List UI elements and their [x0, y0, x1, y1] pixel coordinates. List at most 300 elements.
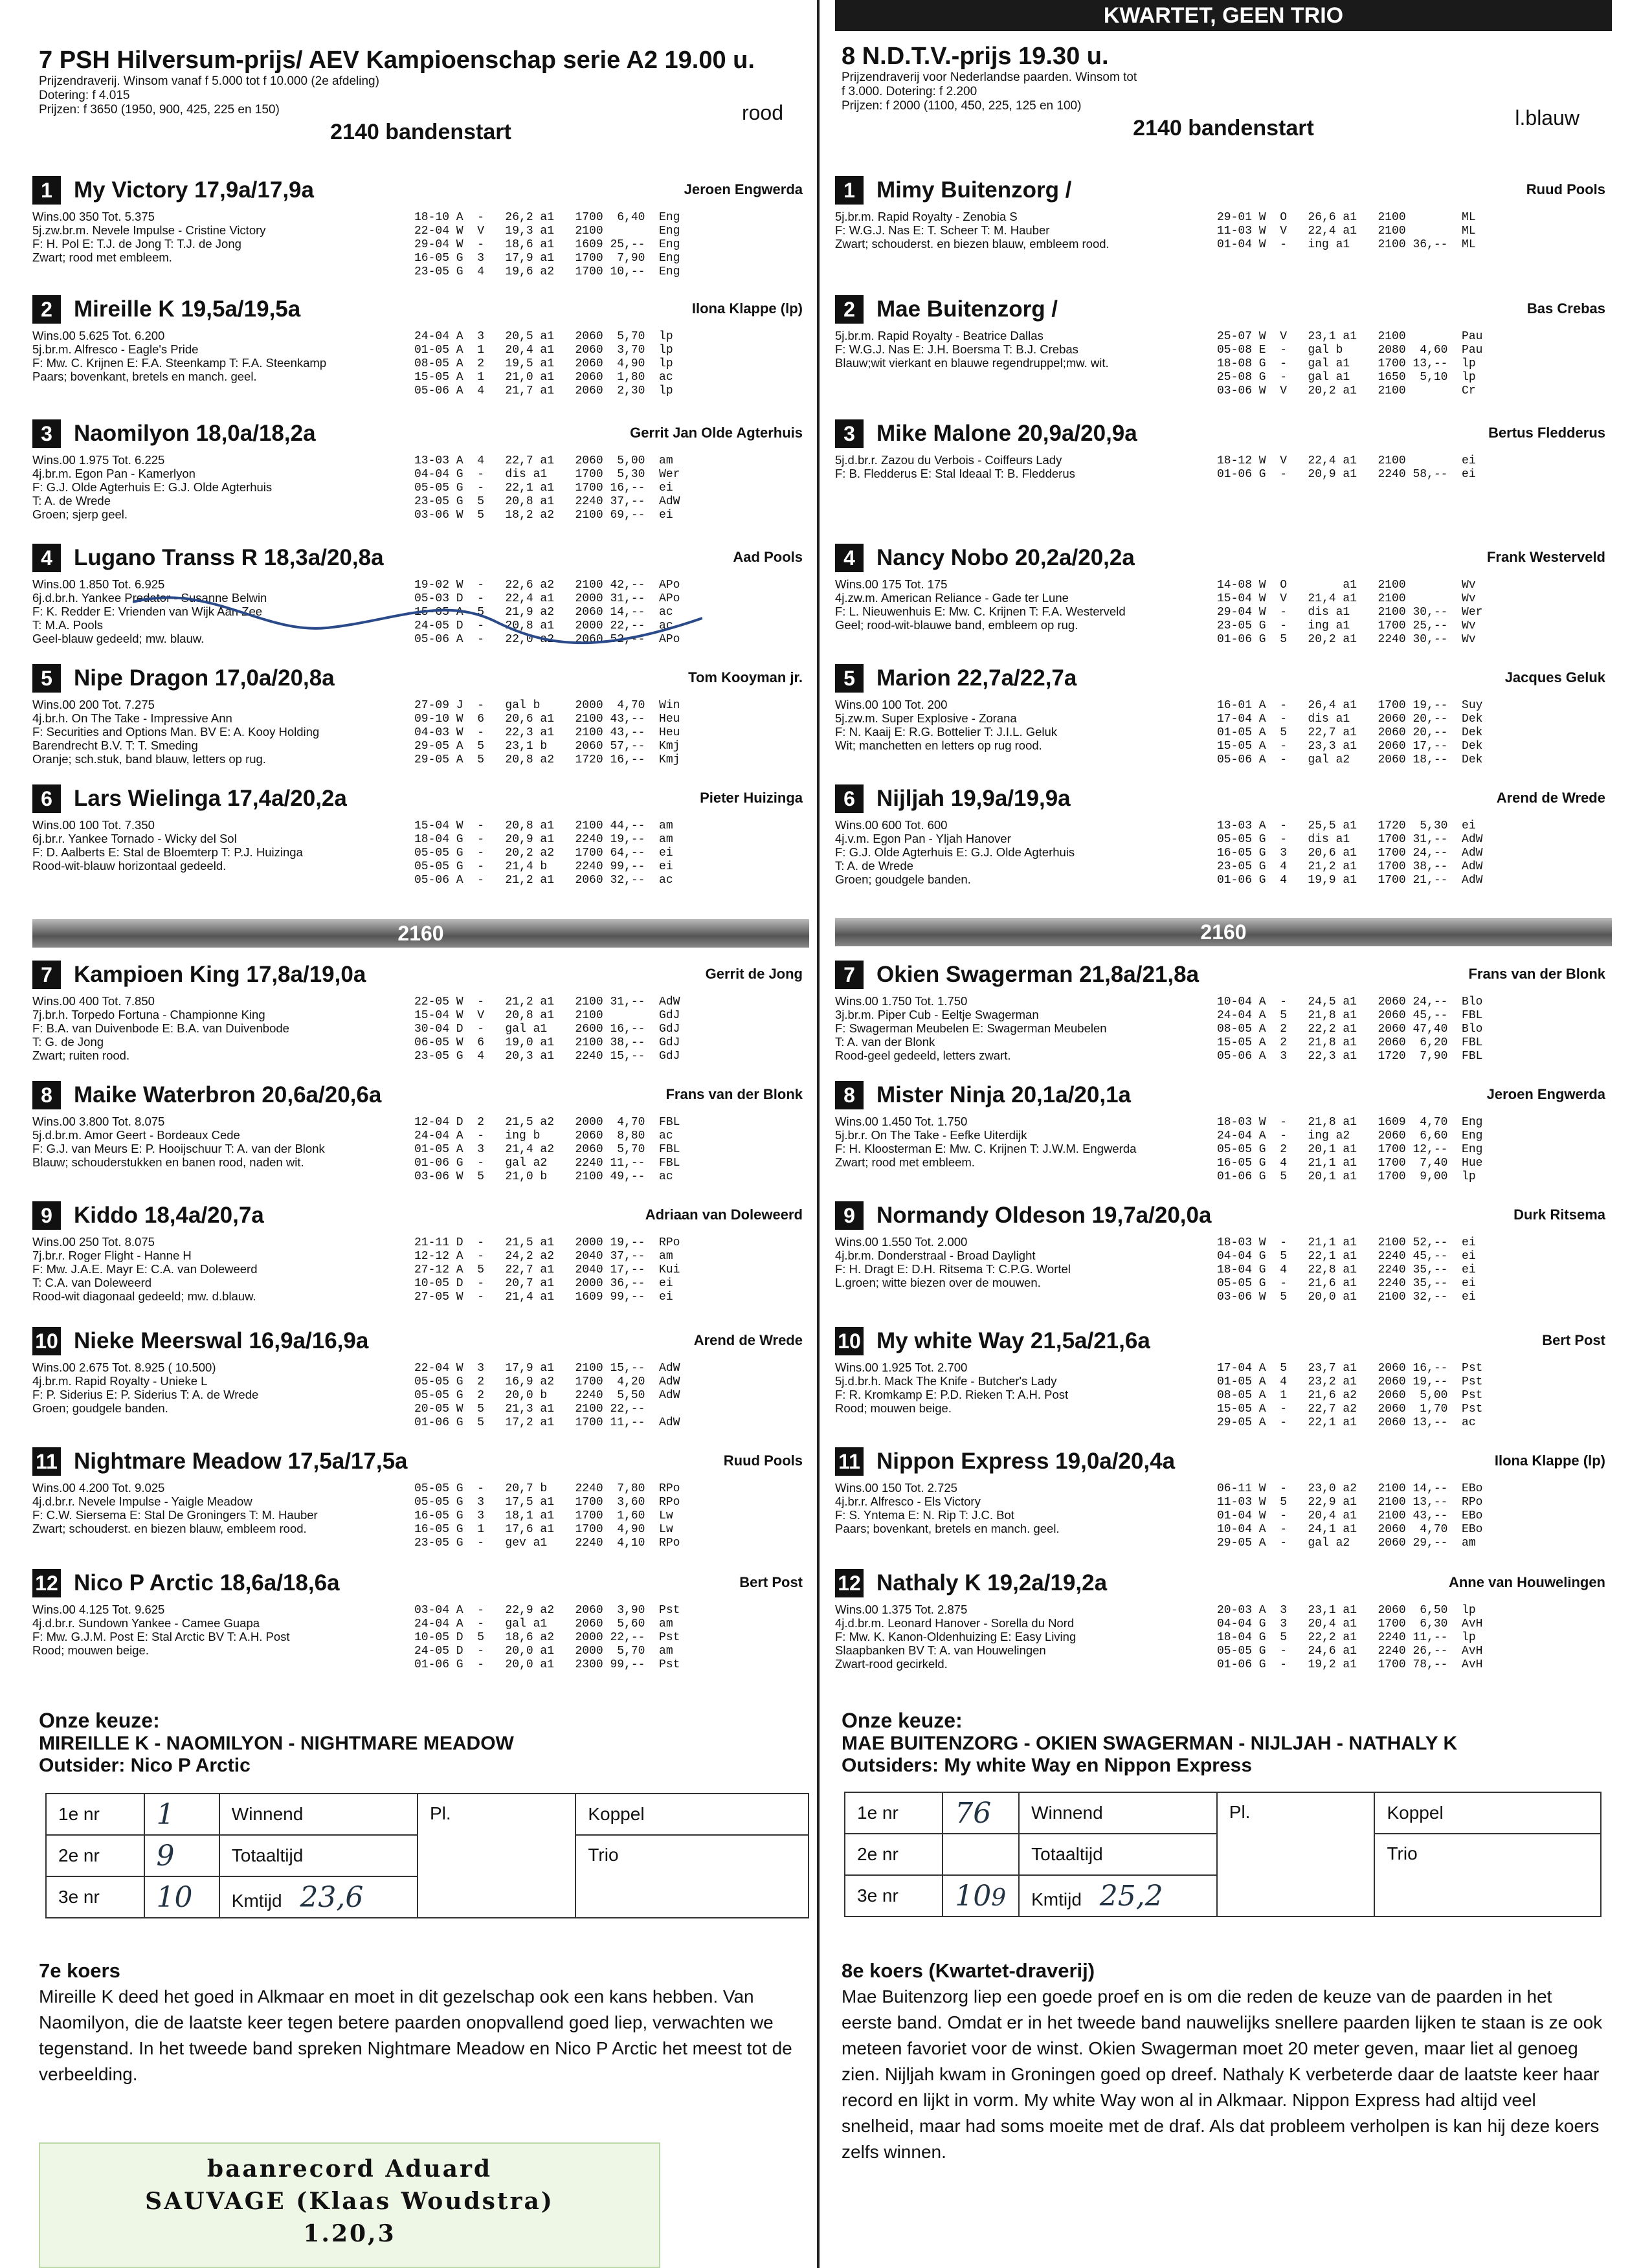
result-line: 29-04 W - dis a1 2100 30,-- Wer [1217, 606, 1483, 619]
info-line: Blauw; schouderstukken en banen rood, naden wit. [32, 1155, 304, 1169]
info-line: F: Mw. K. Kanon-Oldenhuizing E: Easy Living [835, 1630, 1077, 1643]
our-pick [842, 1709, 1457, 1777]
recent-results [1217, 1604, 1605, 1672]
horse-name: My white Way 21,5a/21,6a [876, 1328, 1150, 1353]
info-line: F: B.A. van Duivenbode E: B.A. van Duivenbode [32, 1021, 289, 1035]
result-line: 05-05 G - 21,6 a1 2240 35,-- ei [1217, 1277, 1476, 1290]
record-title: baanrecord Aduard [206, 2155, 493, 2183]
result-line: 18-03 W - 21,1 a1 2100 52,-- ei [1217, 1236, 1476, 1249]
race-distance: 2140 bandenstart [1133, 116, 1314, 140]
result-line: 10-04 A - 24,5 a1 2060 24,-- Blo [1217, 995, 1483, 1008]
kwartet-banner: KWARTET, GEEN TRIO [835, 0, 1612, 31]
result-line: 05-06 A - gal a2 2060 18,-- Dek [1217, 753, 1483, 766]
info-line: 4j.br.m. Rapid Royalty - Unieke L [32, 1374, 208, 1388]
horse-info [835, 994, 1223, 1062]
horse-entry [32, 295, 809, 412]
handwritten-kmtijd: 23,6 [300, 1880, 364, 1914]
handwritten-3: 10 [955, 1879, 992, 1913]
info-line: Zwart; rood met embleem. [835, 1155, 975, 1169]
result-line: 05-05 G - 20,2 a2 1700 64,-- ei [414, 847, 673, 860]
info-line: Wins.00 200 Tot. 7.275 [32, 698, 155, 711]
winnend-label: Winnend [219, 1794, 418, 1835]
result-line: 22-05 W - 21,2 a1 2100 31,-- AdW [414, 995, 680, 1008]
recent-results [1217, 1236, 1605, 1304]
horse-info [835, 818, 1223, 886]
result-line: 01-04 W - 20,4 a1 2100 43,-- EBo [1217, 1509, 1483, 1522]
totaaltijd-label: Totaaltijd [219, 1835, 418, 1876]
driver-name: Jeroen Engwerda [1486, 1086, 1605, 1102]
result-line: 16-05 G 3 18,1 a1 1700 1,60 Lw [414, 1509, 673, 1522]
horse-name: Lugano Transs R 18,3a/20,8a [74, 545, 384, 570]
horse-info [32, 329, 421, 383]
start-number: 10 [32, 1327, 61, 1355]
result-line: 05-05 G 2 20,1 a1 1700 12,-- Eng [1217, 1143, 1483, 1156]
info-line: 4j.v.m. Egon Pan - Yljah Hanover [835, 832, 1011, 845]
info-line: 5j.br.r. On The Take - Eefke Uiterdijk [835, 1128, 1027, 1142]
result-line: 18-04 G - 20,9 a1 2240 19,-- am [414, 833, 673, 846]
recent-results [414, 699, 803, 767]
result-line: 29-01 W O 26,6 a1 2100 ML [1217, 211, 1476, 224]
result-line: 04-04 G - dis a1 1700 5,30 Wer [414, 468, 680, 481]
start-number: 3 [32, 419, 61, 448]
horse-info [835, 1603, 1223, 1671]
horse-name: Nieke Meerswal 16,9a/16,9a [74, 1328, 369, 1353]
answer-field-3[interactable] [943, 1875, 1019, 1917]
driver-name: Jeroen Engwerda [684, 181, 803, 197]
start-number: 10 [835, 1327, 864, 1355]
result-line: 05-06 A - 22,0 a2 2060 52,-- APo [414, 633, 680, 646]
info-line: Wins.00 600 Tot. 600 [835, 818, 948, 832]
race-comment [39, 1958, 803, 2087]
info-line: Wit; manchetten en letters op rug rood. [835, 739, 1042, 752]
recent-results [1217, 995, 1605, 1063]
handwritten-1: 7 [955, 1796, 974, 1830]
result-line: 17-04 A 5 23,7 a1 2060 16,-- Pst [1217, 1362, 1483, 1375]
result-line: 29-04 W - 18,6 a1 1609 25,-- Eng [414, 238, 680, 251]
info-line: L.groen; witte biezen over de mouwen. [835, 1276, 1041, 1289]
race-comment [842, 1958, 1605, 2165]
info-line: Rood; mouwen beige. [835, 1401, 952, 1415]
recent-results [1217, 699, 1605, 767]
race-8-header [842, 43, 1605, 141]
result-line: 27-09 J - gal b 2000 4,70 Win [414, 699, 680, 712]
driver-name: Frans van der Blonk [1468, 966, 1605, 982]
info-line: Wins.00 400 Tot. 7.850 [32, 994, 155, 1008]
info-line: Wins.00 350 Tot. 5.375 [32, 210, 155, 223]
recent-results [414, 330, 803, 398]
result-line: 29-05 A 5 20,8 a2 1720 16,-- Kmj [414, 753, 680, 766]
result-line: 20-05 W 5 21,3 a1 2100 22,-- [414, 1403, 645, 1416]
result-line: 18-10 A - 26,2 a1 1700 6,40 Eng [414, 211, 680, 224]
row-3-label: 3e nr [845, 1875, 943, 1917]
race-title: 7 PSH Hilversum-prijs/ AEV Kampioenschap serie A2 19.00 u. [39, 47, 755, 74]
result-line: 29-05 A - gal a2 2060 29,-- am [1217, 1537, 1476, 1550]
result-line: 10-05 D - 20,7 a1 2000 36,-- ei [414, 1277, 673, 1290]
result-line: 01-06 G - 19,2 a1 1700 78,-- AvH [1217, 1658, 1483, 1671]
race-color: rood [741, 101, 783, 124]
result-line: 24-04 A 3 20,5 a1 2060 5,70 lp [414, 330, 673, 343]
info-line: Geel; rood-wit-blauwe band, embleem op rug. [835, 618, 1078, 632]
result-line: 01-05 A 4 23,2 a1 2060 19,-- Pst [1217, 1375, 1483, 1388]
info-line: Oranje; sch.stuk, band blauw, letters op rug. [32, 752, 266, 766]
race-distance: 2140 bandenstart [330, 120, 511, 144]
info-line: Wins.00 1.850 Tot. 6.925 [32, 577, 165, 591]
driver-name: Ruud Pools [1526, 181, 1605, 197]
place-label: Pl. [1217, 1792, 1375, 1917]
result-line: 15-05 A - 23,3 a1 2060 17,-- Dek [1217, 740, 1483, 753]
our-pick [39, 1709, 514, 1777]
info-line: 4j.d.br.m. Leonard Hanover - Sorella du Nord [835, 1616, 1075, 1630]
result-line: 16-05 G 1 17,6 a1 1700 4,90 Lw [414, 1523, 673, 1536]
info-line: F: Mw. G.J.M. Post E: Stal Arctic BV T: A.H. Post [32, 1630, 290, 1643]
result-line: 23-05 G 4 19,6 a2 1700 10,-- Eng [414, 265, 680, 278]
driver-name: Ruud Pools [723, 1452, 803, 1469]
horse-entry [835, 1201, 1612, 1318]
result-line: 15-05 A 2 21,8 a1 2060 6,20 FBL [1217, 1036, 1483, 1049]
horse-entry [835, 1327, 1612, 1443]
handwritten-strikethrough [133, 583, 702, 660]
info-line: Wins.00 5.625 Tot. 6.200 [32, 329, 165, 342]
result-line: 04-04 G 5 22,1 a1 2240 45,-- ei [1217, 1250, 1476, 1263]
koppel-label: Koppel [575, 1794, 809, 1835]
info-line: 5j.d.br.h. Mack The Knife - Butcher's Lady [835, 1374, 1057, 1388]
result-line: 23-05 G 4 21,2 a1 1700 38,-- AdW [1217, 860, 1483, 873]
info-line: T: C.A. van Doleweerd [32, 1276, 152, 1289]
driver-name: Arend de Wrede [693, 1332, 803, 1348]
info-line: F: G.J. van Meurs E: P. Hooijschuur T: A. van der Blonk [32, 1142, 325, 1155]
start-number: 11 [32, 1447, 61, 1476]
pick-horses: MAE BUITENZORG - OKIEN SWAGERMAN - NIJLJAH - NATHALY K [842, 1733, 1458, 1754]
result-line: 01-06 G 5 17,2 a1 1700 11,-- AdW [414, 1416, 680, 1429]
driver-name: Frans van der Blonk [665, 1086, 803, 1102]
horse-info [835, 329, 1223, 370]
info-line: 6j.d.br.h. Yankee Predator - Susanne Belwin [32, 591, 267, 605]
horse-entry [32, 1201, 809, 1318]
result-line: 05-05 G 2 16,9 a2 1700 4,20 AdW [414, 1375, 680, 1388]
horse-info [835, 453, 1223, 480]
horse-name: Nipe Dragon 17,0a/20,8a [74, 665, 335, 691]
horse-info [32, 818, 421, 873]
result-line: 05-05 G - 20,7 b 2240 7,80 RPo [414, 1482, 680, 1495]
info-line: F: G.J. Olde Agterhuis E: G.J. Olde Agterhuis [835, 845, 1075, 859]
driver-name: Bert Post [1542, 1332, 1605, 1348]
result-line: 05-06 A 3 22,3 a1 1720 7,90 FBL [1217, 1050, 1483, 1063]
result-line: 25-07 W V 23,1 a1 2100 Pau [1217, 330, 1483, 343]
result-form [844, 1792, 1602, 1917]
result-line: 01-06 G - 20,0 a1 2300 99,-- Pst [414, 1658, 680, 1671]
info-line: 5j.d.br.r. Zazou du Verbois - Coiffeurs Lady [835, 453, 1062, 467]
result-line: 15-04 W - 20,8 a1 2100 44,-- am [414, 819, 673, 832]
info-line: Wins.00 4.125 Tot. 9.625 [32, 1603, 165, 1616]
result-line: 27-12 A 5 22,7 a1 2040 17,-- Kui [414, 1263, 680, 1276]
start-number: 6 [32, 784, 61, 813]
horse-name: Mireille K 19,5a/19,5a [74, 296, 301, 322]
horse-info [32, 1481, 421, 1535]
recent-results [1217, 330, 1605, 398]
row-3-label: 3e nr [46, 1876, 144, 1918]
horse-name: Lars Wielinga 17,4a/20,2a [74, 786, 347, 811]
kmtijd-field[interactable] [219, 1876, 418, 1918]
info-line: Barendrecht B.V. T: T. Smeding [32, 739, 198, 752]
result-line: 16-05 G 3 20,6 a1 1700 24,-- AdW [1217, 847, 1483, 860]
info-line: F: Mw. C. Krijnen E: F.A. Steenkamp T: F.A. Steenkamp [32, 356, 327, 370]
result-line: 16-05 G 3 17,9 a1 1700 7,90 Eng [414, 252, 680, 265]
horse-info [835, 577, 1223, 632]
horse-info [32, 1361, 421, 1415]
info-line: Wins.00 1.550 Tot. 2.000 [835, 1235, 968, 1249]
driver-name: Bas Crebas [1526, 300, 1605, 317]
horse-entry [835, 419, 1612, 536]
race-7-header [39, 47, 803, 145]
info-line: 7j.br.r. Roger Flight - Hanne H [32, 1249, 192, 1262]
result-line: 12-04 D 2 21,5 a2 2000 4,70 FBL [414, 1116, 680, 1129]
comment-text: Mae Buitenzorg liep een goede proef en is om die reden de keuze van de paarden in het eerste band. Omdat er in het tweede band nauwelijks snellere paarden lijken te staan is ze ook meteen favoriet voor de winst. Okien Swagerman moet 20 meter geven, maar liet al genoeg zien. Nijljah kwam in Groningen goed op dreef. Nathaly K verbeterde daar de laatste keer haar record en lijkt in vorm. My white Way won al in Alkmaar. Nippon Express had altijd veel snelheid, maar had soms moeite met de draf. Als dat probleem verholpen is kan hij deze koers zelfs winnen. [842, 1986, 1603, 2162]
result-line: 10-04 A - 24,1 a1 2060 4,70 EBo [1217, 1523, 1483, 1536]
start-number: 12 [32, 1569, 61, 1597]
result-line: 17-04 A - dis a1 2060 20,-- Dek [1217, 713, 1483, 726]
start-number: 8 [835, 1081, 864, 1109]
info-line: F: K. Redder E: Vrienden van Wijk Aan Zee [32, 605, 263, 618]
start-number: 1 [835, 176, 864, 205]
horse-info [32, 1603, 421, 1657]
result-line: 24-05 D - 20,0 a1 2000 5,70 am [414, 1645, 673, 1658]
info-line: 4j.d.br.r. Sundown Yankee - Camee Guapa [32, 1616, 260, 1630]
result-line: 01-05 A 1 20,4 a1 2060 3,70 lp [414, 344, 673, 357]
place-label: Pl. [418, 1794, 575, 1918]
result-line: 30-04 D - gal a1 2600 16,-- GdJ [414, 1023, 680, 1036]
answer-field-3[interactable] [144, 1876, 219, 1918]
info-line: Zwart; schouderst. en biezen blauw, embleem rood. [32, 1522, 307, 1535]
trio-label: Trio [575, 1835, 809, 1918]
horse-entry [835, 784, 1612, 901]
driver-name: Gerrit de Jong [705, 966, 803, 982]
answer-field-2[interactable] [144, 1835, 219, 1876]
result-line: 13-03 A - 25,5 a1 1720 5,30 ei [1217, 819, 1476, 832]
info-line: 5j.br.m. Alfresco - Eagle's Pride [32, 342, 199, 356]
recent-results [1217, 1116, 1605, 1184]
horse-name: Mimy Buitenzorg / [876, 177, 1072, 203]
info-line: Wins.00 100 Tot. 7.350 [32, 818, 155, 832]
kmtijd-field[interactable] [1019, 1875, 1217, 1917]
result-line: 01-06 G 5 20,2 a1 2240 30,-- Wv [1217, 633, 1476, 646]
horse-name: Mae Buitenzorg / [876, 296, 1058, 322]
pick-label: Onze keuze: [842, 1709, 963, 1732]
info-line: T: M.A. Pools [32, 618, 103, 632]
result-line: 01-04 W - ing a1 2100 36,-- ML [1217, 238, 1476, 251]
race-7-column [32, 0, 809, 2268]
info-line: Wins.00 175 Tot. 175 [835, 577, 948, 591]
comment-title: 8e koers (Kwartet-draverij) [842, 1959, 1095, 1982]
result-line: 01-06 G - gal a2 2240 11,-- FBL [414, 1157, 680, 1170]
info-line: F: S. Yntema E: N. Rip T: J.C. Bot [835, 1508, 1014, 1522]
info-line: F: W.G.J. Nas E: J.H. Boersma T: B.J. Crebas [835, 342, 1078, 356]
race-condition-2: f 3.000. Dotering: f 2.200 [842, 85, 977, 98]
start-number: 4 [32, 544, 61, 572]
result-line: 08-05 A 2 19,5 a1 2060 4,90 lp [414, 357, 673, 370]
result-line: 05-05 G - 24,6 a1 2240 26,-- AvH [1217, 1645, 1483, 1658]
horse-entry [32, 784, 809, 901]
start-number: 7 [32, 961, 61, 989]
race-color: l.blauw [1515, 106, 1579, 129]
section-bar: 2160 [835, 918, 1612, 946]
answer-field-1[interactable] [144, 1794, 219, 1835]
handwritten-3: 10 [156, 1880, 193, 1914]
info-line: F: B. Fledderus E: Stal Ideaal T: B. Fledderus [835, 467, 1075, 480]
horse-name: Normandy Oldeson 19,7a/20,0a [876, 1203, 1212, 1228]
result-form [45, 1793, 809, 1918]
info-line: 4j.d.br.r. Nevele Impulse - Yaigle Meadow [32, 1495, 252, 1508]
recent-results [414, 819, 803, 887]
result-line: 18-04 G 5 22,2 a1 2240 11,-- lp [1217, 1631, 1476, 1644]
info-line: 3j.br.m. Piper Cub - Eeltje Swagerman [835, 1008, 1039, 1021]
record-holder: SAUVAGE (Klaas Woudstra) [145, 2188, 554, 2215]
result-line: 15-05 A - 22,7 a2 2060 1,70 Pst [1217, 1403, 1483, 1416]
result-line: 24-05 D - 20,8 a1 2000 22,-- ac [414, 619, 673, 632]
horse-entry [32, 176, 809, 293]
result-line: 23-05 G - gev a1 2240 4,10 RPo [414, 1537, 680, 1550]
horse-entry [835, 1569, 1612, 1685]
result-line: 09-10 W 6 20,6 a1 2100 43,-- Heu [414, 713, 680, 726]
info-line: Rood; mouwen beige. [32, 1643, 149, 1657]
result-line: 05-08 E - gal b 2080 4,60 Pau [1217, 344, 1483, 357]
start-number: 2 [32, 295, 61, 324]
result-line: 20-03 A 3 23,1 a1 2060 6,50 lp [1217, 1604, 1476, 1617]
info-line: 4j.br.m. Donderstraal - Broad Daylight [835, 1249, 1036, 1262]
pick-label: Onze keuze: [39, 1709, 160, 1732]
result-line: 23-05 G 4 20,3 a1 2240 15,-- GdJ [414, 1050, 680, 1063]
horse-name: Kiddo 18,4a/20,7a [74, 1203, 264, 1228]
start-number: 2 [835, 295, 864, 324]
info-line: Geel-blauw gedeeld; mw. blauw. [32, 632, 205, 645]
recent-results [414, 1482, 803, 1550]
result-line: 15-04 W V 21,4 a1 2100 Wv [1217, 592, 1476, 605]
info-line: Zwart; rood met embleem. [32, 250, 172, 264]
result-line: 06-05 W 6 19,0 a1 2100 38,-- GdJ [414, 1036, 680, 1049]
info-line: Slaapbanken BV T: A. van Houwelingen [835, 1643, 1046, 1657]
horse-entry [32, 1327, 809, 1443]
result-line: 05-06 A - 21,2 a1 2060 32,-- ac [414, 874, 673, 887]
info-line: Wins.00 250 Tot. 8.075 [32, 1235, 155, 1249]
info-line: F: P. Siderius E: P. Siderius T: A. de Wrede [32, 1388, 259, 1401]
result-line: 04-04 G 3 20,4 a1 1700 6,30 AvH [1217, 1618, 1483, 1630]
info-line: Wins.00 1.925 Tot. 2.700 [835, 1361, 968, 1374]
horse-info [835, 1235, 1223, 1289]
info-line: F: D. Aalberts E: Stal de Bloemterp T: P.J. Huizinga [32, 845, 303, 859]
info-line: 6j.br.r. Yankee Tornado - Wicky del Sol [32, 832, 237, 845]
result-line: 15-05 A 1 21,0 a1 2060 1,80 ac [414, 371, 673, 384]
result-line: 05-05 G 2 20,0 b 2240 5,50 AdW [414, 1389, 680, 1402]
row-1-label: 1e nr [46, 1794, 144, 1835]
info-line: F: W.G.J. Nas E: T. Scheer T: M. Hauber [835, 223, 1050, 237]
result-line: 13-03 A 4 22,7 a1 2060 5,00 am [414, 454, 673, 467]
horse-info [32, 1115, 421, 1169]
info-line: 4j.br.m. Egon Pan - Kamerlyon [32, 467, 195, 480]
handwritten-1: 1 [156, 1797, 175, 1831]
result-line: 18-12 W V 22,4 a1 2100 ei [1217, 454, 1476, 467]
recent-results [1217, 579, 1605, 647]
race-condition: Prijzendraverij. Winsom vanaf f 5.000 tot f 10.000 (2e afdeling) [39, 74, 379, 88]
row-1-label: 1e nr [845, 1792, 943, 1834]
recent-results [414, 1604, 803, 1672]
result-line: 24-04 A - ing a2 2060 6,60 Eng [1217, 1129, 1483, 1142]
horse-name: Maike Waterbron 20,6a/20,6a [74, 1082, 382, 1107]
info-line: Blauw;wit vierkant en blauwe regendruppel;mw. wit. [835, 356, 1109, 370]
start-number: 5 [32, 664, 61, 693]
info-line: Groen; goudgele banden. [32, 1401, 168, 1415]
info-line: F: Swagerman Meubelen E: Swagerman Meubelen [835, 1021, 1107, 1035]
info-line: F: Securities and Options Man. BV E: A. Kooy Holding [32, 725, 320, 739]
horse-entry [32, 664, 809, 781]
winnend-label: Winnend [1019, 1792, 1217, 1834]
recent-results [1217, 211, 1605, 252]
recent-results [414, 1236, 803, 1304]
result-line: 05-05 G - dis a1 1700 31,-- AdW [1217, 833, 1483, 846]
recent-results [1217, 454, 1605, 482]
result-line: 29-05 A 5 23,1 b 2060 57,-- Kmj [414, 740, 680, 753]
info-line: Wins.00 1.450 Tot. 1.750 [835, 1115, 968, 1128]
result-line: 05-03 D - 22,4 a1 2000 31,-- APo [414, 592, 680, 605]
driver-name: Frank Westerveld [1486, 549, 1605, 565]
start-number: 12 [835, 1569, 864, 1597]
result-line: 08-05 A 2 22,2 a1 2060 47,40 Blo [1217, 1023, 1483, 1036]
horse-name: Nico P Arctic 18,6a/18,6a [74, 1570, 340, 1595]
row-2-label: 2e nr [845, 1834, 943, 1875]
info-line: F: Mw. J.A.E. Mayr E: C.A. van Doleweerd [32, 1262, 258, 1276]
horse-entry [32, 1447, 809, 1564]
comment-text: Mireille K deed het goed in Alkmaar en moet in dit gezelschap ook een kans hebben. Van Naomilyon, die de laatste keer tegen betere paarden onopvallend goed liep, verwachten we tegenstand. In het tweede band spreken Nightmare Meadow en Nico P Arctic het meest tot de verbeelding. [39, 1986, 792, 2084]
answer-field-2[interactable] [943, 1834, 1019, 1875]
driver-name: Bert Post [739, 1574, 803, 1590]
driver-name: Aad Pools [733, 549, 803, 565]
horse-entry [835, 1081, 1612, 1197]
start-number: 4 [835, 544, 864, 572]
horse-name: Kampioen King 17,8a/19,0a [74, 962, 366, 987]
recent-results [1217, 1362, 1605, 1430]
result-line: 11-03 W 5 22,9 a1 2100 13,-- RPo [1217, 1496, 1483, 1509]
horse-info [32, 994, 421, 1062]
driver-name: Arend de Wrede [1496, 790, 1605, 806]
driver-name: Durk Ritsema [1513, 1206, 1605, 1223]
info-line: Wins.00 1.750 Tot. 1.750 [835, 994, 968, 1008]
result-line: 23-05 G 5 20,8 a1 2240 37,-- AdW [414, 495, 680, 508]
horse-entry [835, 961, 1612, 1077]
info-line: F: H. Kloosterman E: Mw. C. Krijnen T: J.W.M. Engwerda [835, 1142, 1137, 1155]
result-line: 14-08 W O a1 2100 Wv [1217, 579, 1476, 592]
comment-title: 7e koers [39, 1959, 120, 1982]
horse-info [835, 1361, 1223, 1415]
recent-results [414, 1362, 803, 1430]
column-divider [817, 0, 820, 2268]
kmtijd-label: Kmtijd [231, 1890, 282, 1911]
start-number: 9 [32, 1201, 61, 1230]
result-line: 01-05 A 3 21,4 a2 2060 5,70 FBL [414, 1143, 680, 1156]
result-line: 01-06 G 4 19,9 a1 1700 21,-- AdW [1217, 874, 1483, 887]
result-line: 25-08 G - gal a1 1650 5,10 lp [1217, 371, 1476, 384]
driver-name: Jacques Geluk [1504, 669, 1605, 685]
result-line: 01-05 A 5 22,7 a1 2060 20,-- Dek [1217, 726, 1483, 739]
horse-entry [32, 1081, 809, 1197]
info-line: 5j.zw.br.m. Nevele Impulse - Cristine Victory [32, 223, 266, 237]
answer-field-1[interactable] [943, 1792, 1019, 1834]
info-line: Wins.00 2.675 Tot. 8.925 ( 10.500) [32, 1361, 216, 1374]
race-title: 8 N.D.T.V.-prijs 19.30 u. [842, 43, 1109, 70]
horse-name: Nathaly K 19,2a/19,2a [876, 1570, 1108, 1595]
result-line: 24-04 A - gal a1 2060 5,60 am [414, 1618, 673, 1630]
driver-name: Gerrit Jan Olde Agterhuis [630, 425, 803, 441]
horse-entry [32, 961, 809, 1077]
result-line: 04-03 W - 22,3 a1 2100 43,-- Heu [414, 726, 680, 739]
info-line: Wins.00 150 Tot. 2.725 [835, 1481, 957, 1495]
